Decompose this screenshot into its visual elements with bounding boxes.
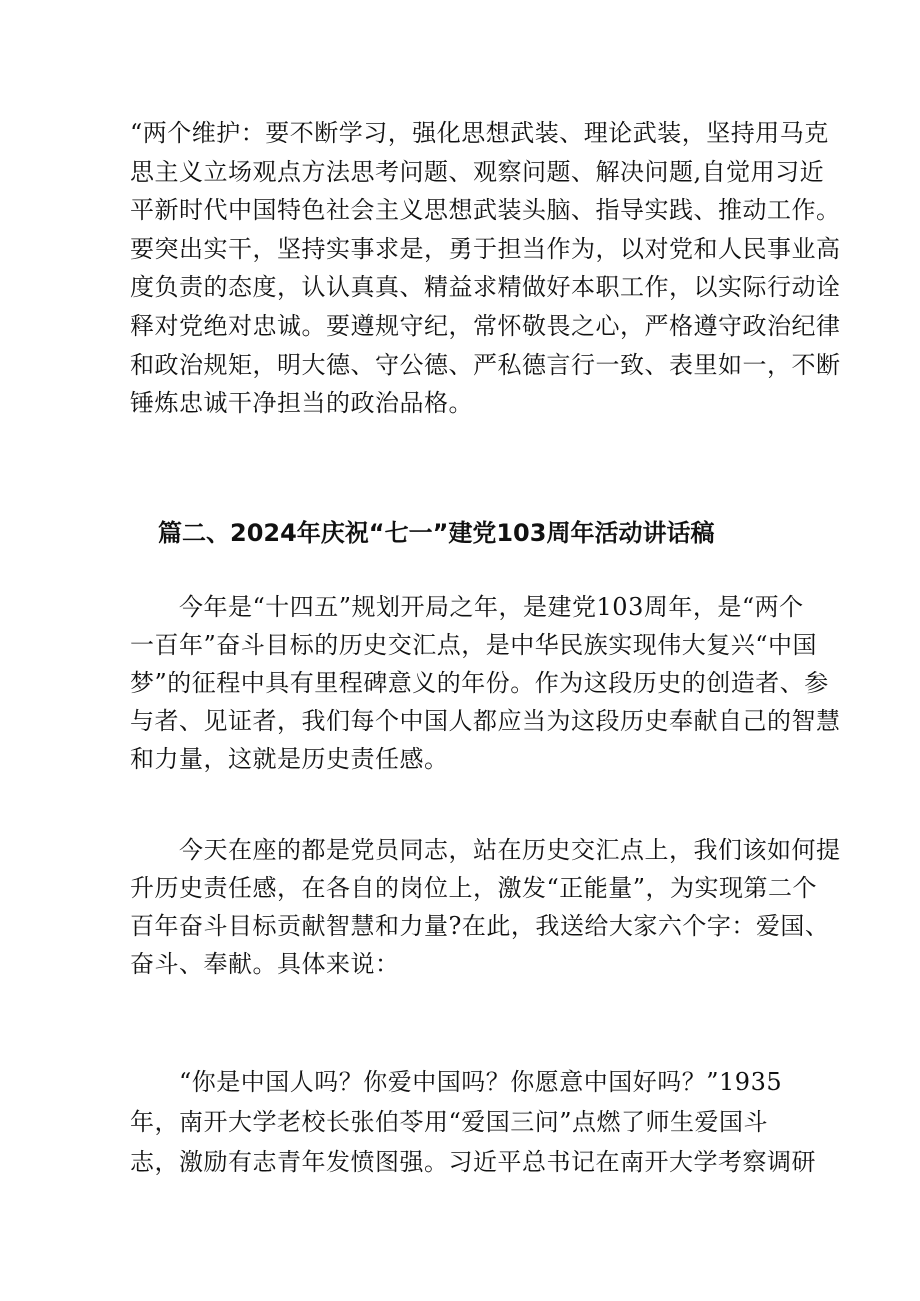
text-line: 思主义立场观点方法思考问题、观察问题、解决问题,自觉用习近 [130, 157, 825, 186]
text-line: 锤炼忠诚干净担当的政治品格。 [130, 389, 473, 418]
text-line: 升历史责任感，在各自的岗位上，激发“正能量”，为实现第二个 [130, 874, 818, 902]
paragraph-patriotism [130, 1062, 816, 1182]
text-line: 年，南开大学老校长张伯苓用“爱国三问”点燃了师生爱国斗 [130, 1108, 769, 1136]
text-line: 与者、见证者，我们每个中国人都应当为这段历史奉献自己的智慧 [130, 707, 841, 735]
text-line: “你是中国人吗？你爱中国吗？你愿意中国好吗？”1935 [130, 1068, 783, 1096]
text-line: 梦”的征程中具有里程碑意义的年份。作为这段历史的创造者、参 [130, 669, 829, 697]
text-line: 度负责的态度，认认真真、精益求精做好本职工作，以实际行动诠 [130, 273, 841, 302]
text-line: 一百年”奋斗目标的历史交汇点，是中华民族实现伟大复兴“中国 [130, 631, 818, 659]
text-line: 和力量，这就是历史责任感。 [130, 745, 449, 773]
text-line: 志，激励有志青年发愤图强。习近平总书记在南开大学考察调研 [130, 1148, 816, 1176]
text-line: 百年奋斗目标贡献智慧和力量?在此，我送给大家六个字：爱国、 [130, 912, 830, 940]
text-line: 和政治规矩，明大德、守公德、严私德言行一致、表里如一，不断 [130, 350, 841, 379]
text-line: 要突出实干，坚持实事求是，勇于担当作为，以对党和人民事业高 [130, 234, 841, 263]
text-line: 今年是“十四五”规划开局之年，是建党103周年，是“两个 [130, 593, 804, 621]
paragraph-six-characters [130, 831, 841, 983]
paragraph-historic-year [130, 588, 841, 778]
text-line: 今天在座的都是党员同志，站在历史交汇点上，我们该如何提 [130, 836, 841, 864]
section-heading: 篇二、2024年庆祝“七一”建党103周年活动讲话稿 [158, 519, 715, 547]
text-line: 奋斗、奉献。具体来说： [130, 950, 400, 978]
paragraph-two-safeguards [130, 114, 841, 423]
text-line: 平新时代中国特色社会主义思想武装头脑、指导实践、推动工作。 [130, 196, 841, 225]
text-line: 释对党绝对忠诚。要遵规守纪，常怀敬畏之心，严格遵守政治纪律 [130, 311, 841, 340]
text-line: “两个维护：要不断学习，强化思想武装、理论武装，坚持用马克 [130, 119, 829, 147]
